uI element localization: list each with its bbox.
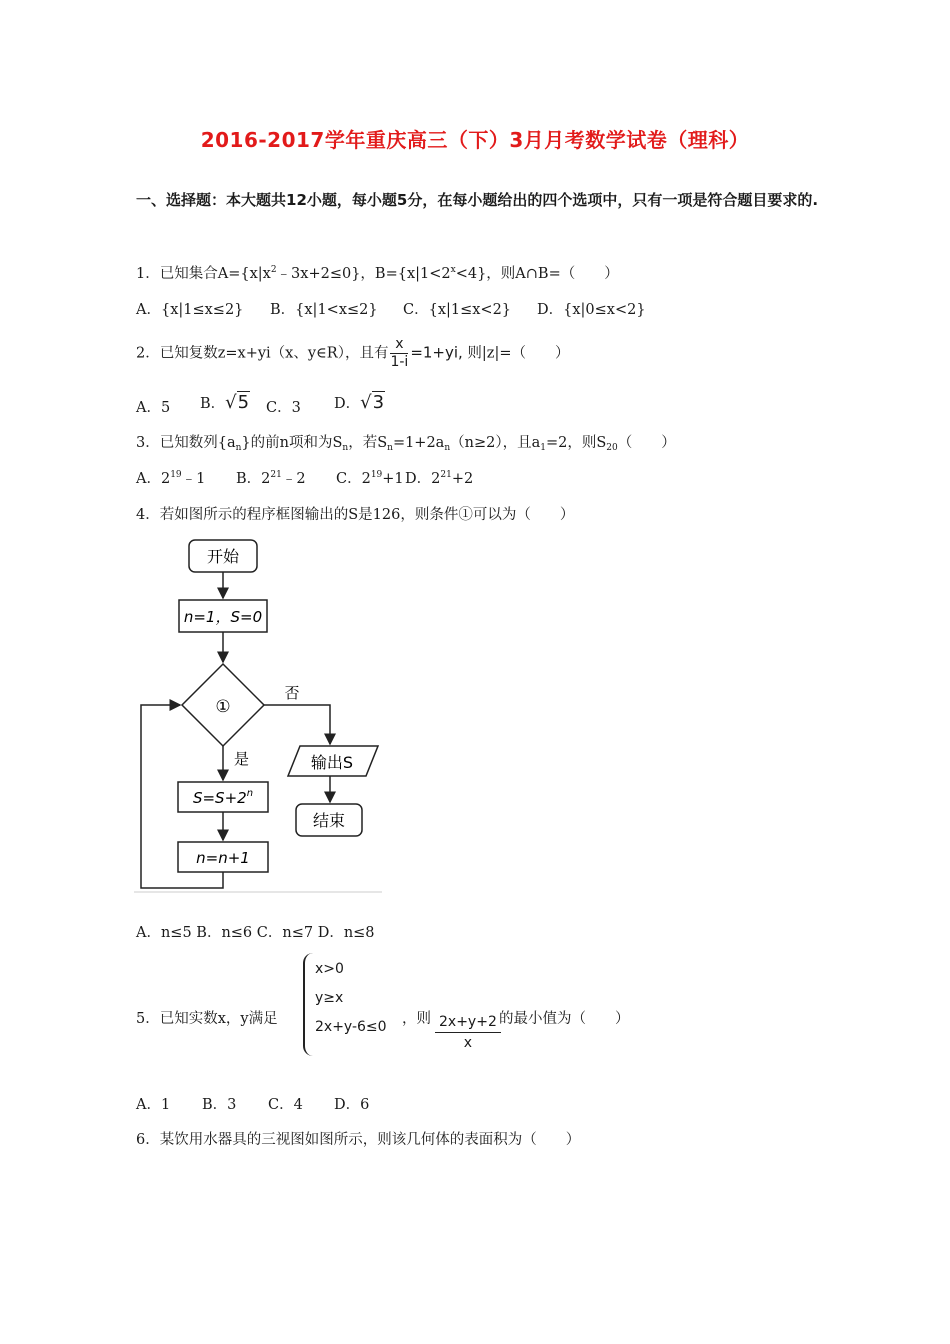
q4-options: A．n≤5 B．n≤6 C．n≤7 D．n≤8 — [136, 925, 375, 941]
q5-option-d: D．6 — [334, 1097, 370, 1113]
flow-output-label: 输出S — [310, 753, 354, 772]
q3-option-c: C．$2^{19}+1$ — [336, 470, 404, 487]
q1-option-d: D．{x|0≤x<2} — [537, 302, 646, 318]
q3-option-d: D．$2^{21}+2$ — [405, 470, 474, 487]
q2-option-b: B．√5 — [200, 392, 250, 413]
q2-option-d: D．√3 — [334, 392, 385, 413]
q2-option-c: C．3 — [266, 400, 301, 416]
q3-option-b: B．$2^{21}﹣2$ — [236, 470, 306, 487]
q3-option-a: A．$2^{19}﹣1$ — [136, 470, 206, 487]
page-title: 2016-2017学年重庆高三（下）3月月考数学试卷（理科） — [200, 128, 750, 152]
flow-no-label: 否 — [284, 684, 300, 702]
flow-end-label: 结束 — [312, 811, 346, 830]
flow-start-label: 开始 — [206, 547, 240, 566]
q5-ineq-1: x>0 — [315, 961, 344, 977]
q5-option-a: A．1 — [136, 1097, 171, 1113]
q5-inequality-system — [303, 953, 398, 1056]
flow-condition-label: ① — [215, 697, 231, 717]
flow-body1-label: $S=S+2^n$ — [192, 788, 254, 807]
question-5-stem-pre: 5．已知实数x，y满足 — [136, 1011, 278, 1027]
q5-option-b: B．3 — [202, 1097, 237, 1113]
question-2-stem: 2．已知复数z=x+yi（x、y∈R），且有 $\frac{x}{1-i}$ =1+yi, 则|z|=（ ） — [136, 336, 570, 370]
question-6-stem: 6．某饮用水器具的三视图如图所示，则该几何体的表面积为（ ） — [136, 1132, 581, 1148]
q2-fraction: $\frac{x}{1-i}$ — [390, 336, 409, 370]
flow-init-label: n=1，S=0 — [183, 608, 263, 626]
question-4-stem: 4．若如图所示的程序框图输出的S是126，则条件①可以为（ ） — [136, 507, 575, 523]
q1-option-a: A．{x|1≤x≤2} — [136, 302, 244, 318]
q5-stem-post: 的最小值为（ ） — [499, 1011, 630, 1027]
q1-option-b: B．{x|1<x≤2} — [270, 302, 378, 318]
q5-stem-mid: ，则 — [402, 1011, 431, 1027]
question-3-stem: 3．已知数列$\{a_n\}$的前n项和为$S_n$，若$S_n=1+2a_n(n\ge 2)$，且$a_1=2$，则$S_{20}$（ ） — [136, 435, 676, 453]
flow-body2-label: n=n+1 — [196, 849, 250, 867]
q5-ineq-3: 2x+y-6≤0 — [315, 1019, 387, 1035]
flowchart — [134, 536, 384, 896]
q2-option-a: A．5 — [136, 400, 171, 416]
q5-option-c: C．4 — [268, 1097, 303, 1113]
q5-fraction: $\frac{2x+y+2}{x}$ — [435, 1013, 501, 1053]
section-heading: 一、选择题：本大题共12小题，每小题5分，在每小题给出的四个选项中，只有一项是符合题目要求的. — [136, 191, 819, 209]
question-1-stem: 1．已知集合$A=\{x|x^2﹣3x+2\le 0\}$，$B=\{x|1<2^x<4\}$，则A∩B=（ ） — [136, 265, 619, 282]
q5-ineq-2: y≥x — [315, 990, 344, 1006]
flow-yes-label: 是 — [234, 750, 250, 768]
q1-option-c: C．{x|1≤x<2} — [403, 302, 512, 318]
